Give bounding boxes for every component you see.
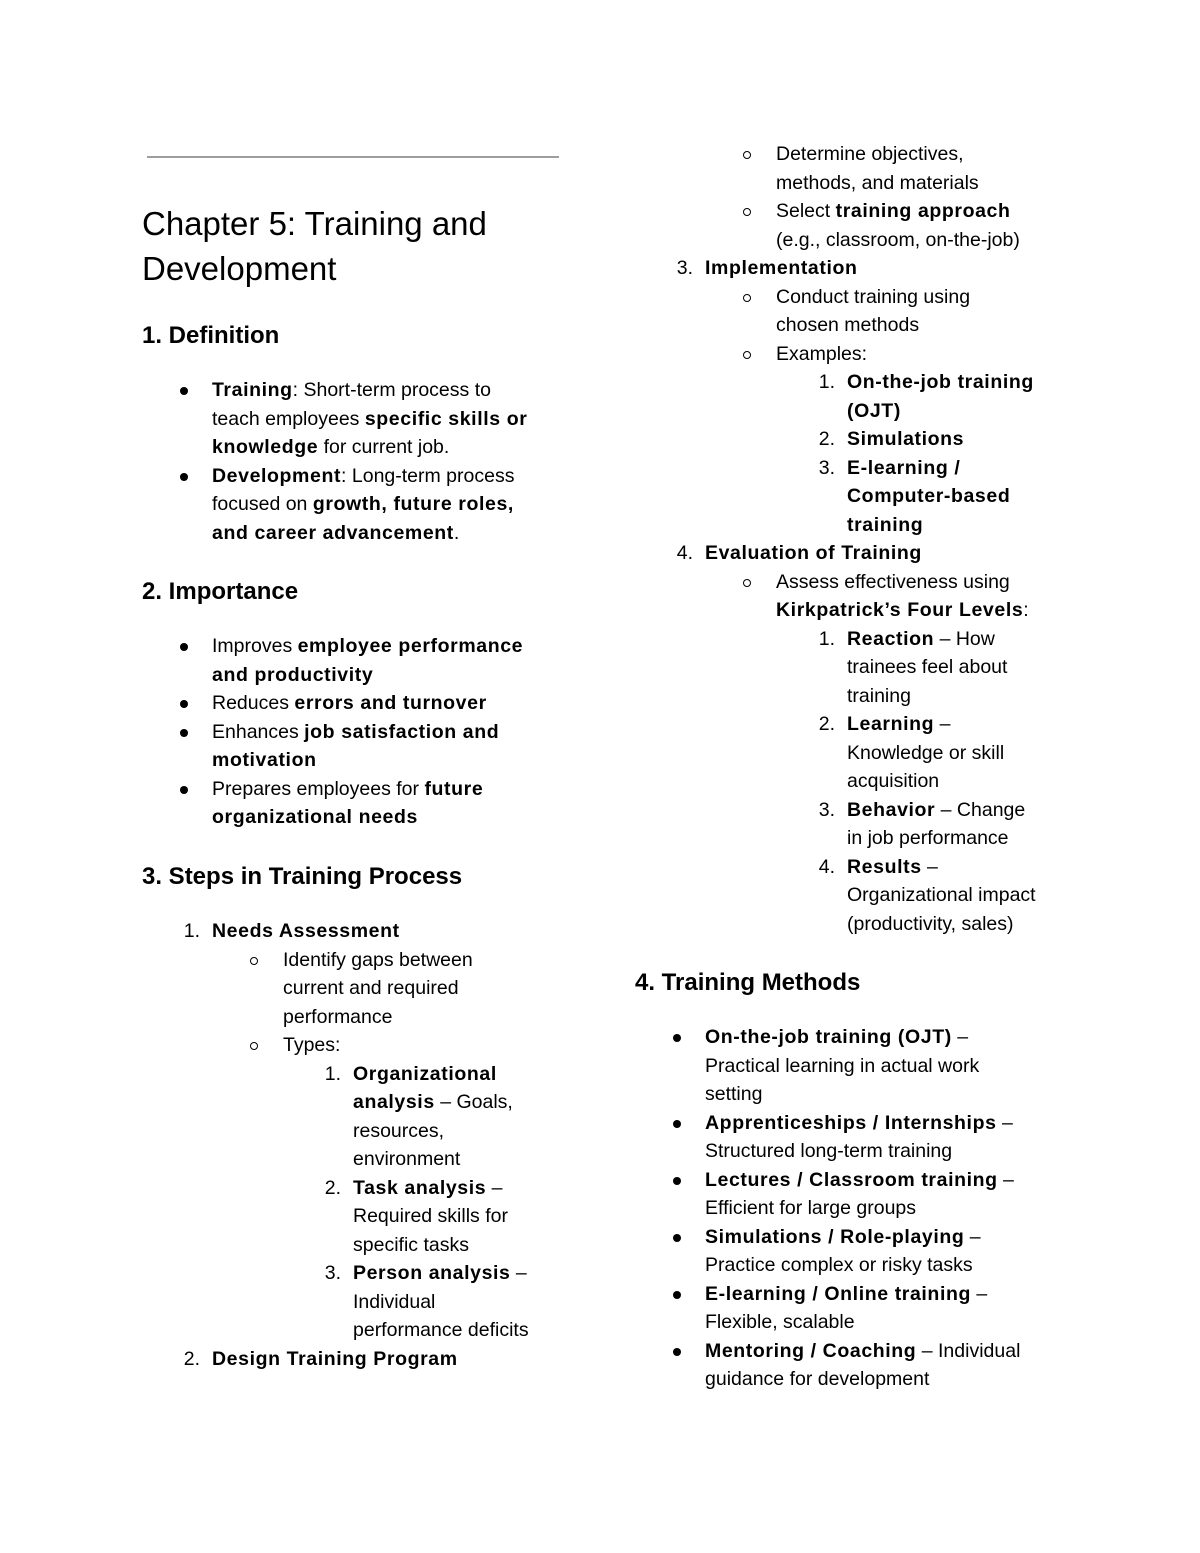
step-design-program-line-1: Design Training Program (212, 1347, 458, 1370)
kirkpatrick-level-3-line-1: Behavior – Change (847, 798, 1026, 821)
analysis-type-3-line-2: Individual (353, 1290, 436, 1313)
section-heading-steps: 3. Steps in Training Process (142, 863, 463, 890)
design-sub-2-line-1: Select training approach (776, 200, 1011, 222)
method-item-4-line-1: Simulations / Role-playing – (705, 1225, 981, 1248)
method-item-4-line-2: Practice complex or risky tasks (705, 1254, 973, 1276)
hollow-bullet-icon (250, 1042, 258, 1050)
kirkpatrick-level-3-line-2: in job performance (847, 827, 1009, 849)
example-3-line-3: training (847, 513, 924, 536)
analysis-type-1-line-4: environment (353, 1148, 461, 1170)
hollow-bullet-icon (743, 151, 751, 159)
importance-item-2-line-1: Reduces errors and turnover (212, 692, 487, 714)
step-needs-assessment-number: 1. (183, 920, 200, 942)
section-heading-methods: 4. Training Methods (635, 969, 861, 996)
needs-types-line-1: Types: (283, 1034, 341, 1056)
analysis-type-3-line-3: performance deficits (353, 1319, 529, 1341)
needs-identify-gaps-line-1: Identify gaps between (283, 948, 473, 971)
evaluation-sub-line-1: Assess effectiveness using (776, 570, 1010, 593)
method-item-1-line-2: Practical learning in actual work (705, 1054, 980, 1077)
needs-identify-gaps-line-3: performance (283, 1005, 393, 1028)
importance-item-3-line-1: Enhances job satisfaction and (212, 720, 500, 743)
design-sub-1-line-2: methods, and materials (776, 171, 979, 194)
example-3-line-2: Computer-based (847, 485, 1011, 507)
chapter-title-line-2: Development (142, 250, 337, 287)
example-3-line-1: E-learning / (847, 456, 961, 479)
hollow-bullet-icon (743, 351, 751, 359)
bullet-icon (180, 473, 188, 481)
definition-item-2-line-3: and career advancement. (212, 521, 460, 544)
method-item-6-line-1: Mentoring / Coaching – Individual (705, 1339, 1021, 1362)
bullet-icon (673, 1034, 681, 1042)
analysis-type-2-number: 2. (324, 1176, 341, 1199)
example-3-number: 3. (818, 456, 835, 479)
step-evaluation-number: 4. (676, 542, 693, 564)
kirkpatrick-level-2-line-3: acquisition (847, 770, 940, 792)
definition-item-2-line-1: Development: Long-term process (212, 464, 515, 487)
implementation-sub-1-line-2: chosen methods (776, 314, 920, 336)
bullet-icon (180, 387, 188, 395)
importance-item-4-line-1: Prepares employees for future (212, 777, 484, 800)
analysis-type-2-line-1: Task analysis – (353, 1176, 503, 1199)
bullet-icon (180, 729, 188, 737)
kirkpatrick-level-1-number: 1. (818, 627, 835, 650)
method-item-5-line-1: E-learning / Online training – (705, 1282, 988, 1305)
bullet-icon (180, 786, 188, 794)
kirkpatrick-level-4-line-3: (productivity, sales) (847, 912, 1014, 935)
step-needs-assessment-line-1: Needs Assessment (212, 920, 400, 942)
method-item-2-line-1: Apprenticeships / Internships – (705, 1111, 1013, 1134)
kirkpatrick-level-4-line-1: Results – (847, 855, 938, 878)
section-heading-definition: 1. Definition (142, 322, 280, 349)
analysis-type-2-line-3: specific tasks (353, 1233, 469, 1256)
design-sub-1-line-1: Determine objectives, (776, 143, 964, 165)
bullet-icon (673, 1120, 681, 1128)
method-item-3-line-1: Lectures / Classroom training – (705, 1168, 1014, 1191)
implementation-sub-1-line-1: Conduct training using (776, 285, 971, 308)
definition-item-1-line-2: teach employees specific skills or (212, 407, 528, 430)
method-item-5-line-2: Flexible, scalable (705, 1311, 855, 1333)
evaluation-sub-line-2: Kirkpatrick’s Four Levels: (776, 599, 1029, 621)
example-1-number: 1. (818, 371, 835, 393)
importance-item-3-line-2: motivation (212, 749, 317, 771)
analysis-type-1-number: 1. (324, 1062, 341, 1085)
importance-item-4-line-2: organizational needs (212, 806, 418, 828)
definition-item-1-line-1: Training: Short-term process to (212, 379, 491, 401)
kirkpatrick-level-1-line-2: trainees feel about (847, 656, 1008, 678)
chapter-title (142, 201, 562, 291)
analysis-type-1-line-2: analysis – Goals, (353, 1091, 513, 1113)
bullet-icon (673, 1291, 681, 1299)
kirkpatrick-level-4-number: 4. (818, 855, 835, 878)
analysis-type-3-line-1: Person analysis – (353, 1262, 527, 1284)
definition-item-1-line-3: knowledge for current job. (212, 436, 450, 458)
method-item-1-line-3: setting (705, 1083, 763, 1105)
section-heading-importance: 2. Importance (142, 578, 299, 605)
step-implementation-number: 3. (676, 257, 693, 279)
kirkpatrick-level-2-line-1: Learning – (847, 713, 951, 735)
example-2-line-1: Simulations (847, 428, 965, 450)
analysis-type-2-line-2: Required skills for (353, 1205, 508, 1227)
hollow-bullet-icon (743, 208, 751, 216)
example-1-line-1: On-the-job training (847, 371, 1034, 393)
kirkpatrick-level-3-number: 3. (818, 798, 835, 821)
analysis-type-1-line-1: Organizational (353, 1062, 497, 1085)
method-item-3-line-2: Efficient for large groups (705, 1197, 917, 1219)
example-2-number: 2. (818, 428, 835, 450)
header-rule (147, 156, 559, 158)
kirkpatrick-level-1-line-3: training (847, 684, 911, 707)
importance-item-1-line-1: Improves employee performance (212, 635, 524, 657)
method-item-6-line-2: guidance for development (705, 1368, 930, 1390)
chapter-title-line-1: Chapter 5: Training and (142, 205, 487, 242)
hollow-bullet-icon (250, 957, 258, 965)
method-item-2-line-2: Structured long-term training (705, 1140, 953, 1162)
kirkpatrick-level-2-line-2: Knowledge or skill (847, 741, 1005, 764)
hollow-bullet-icon (743, 579, 751, 587)
step-design-program-number: 2. (183, 1347, 200, 1370)
importance-item-1-line-2: and productivity (212, 663, 374, 686)
bullet-icon (180, 643, 188, 651)
step-evaluation-line-1: Evaluation of Training (705, 542, 922, 564)
analysis-type-1-line-3: resources, (353, 1119, 445, 1142)
bullet-icon (673, 1177, 681, 1185)
bullet-icon (180, 700, 188, 708)
implementation-sub-2-line-1: Examples: (776, 342, 868, 365)
bullet-icon (673, 1234, 681, 1242)
method-item-1-line-1: On-the-job training (OJT) – (705, 1026, 969, 1048)
example-1-line-2: (OJT) (847, 399, 901, 422)
kirkpatrick-level-2-number: 2. (818, 713, 835, 735)
design-sub-2-line-2: (e.g., classroom, on-the-job) (776, 228, 1020, 251)
needs-identify-gaps-line-2: current and required (283, 977, 459, 999)
hollow-bullet-icon (743, 294, 751, 302)
definition-item-2-line-2: focused on growth, future roles, (212, 493, 514, 515)
bullet-icon (673, 1348, 681, 1356)
analysis-type-3-number: 3. (324, 1262, 341, 1284)
kirkpatrick-level-1-line-1: Reaction – How (847, 627, 995, 650)
step-implementation-line-1: Implementation (705, 257, 858, 279)
kirkpatrick-level-4-line-2: Organizational impact (847, 884, 1036, 906)
